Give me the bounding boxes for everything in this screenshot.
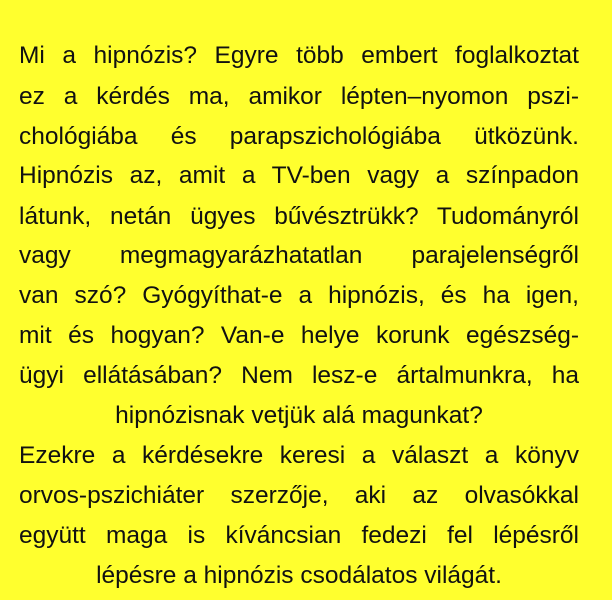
text-line-7: van szó? Gyógyíthat-e a hipnózis, és ha igen,: [19, 282, 579, 309]
text-line-6: vagy megmagyarázhatatlan parajelenségről: [19, 242, 579, 269]
text-line-4: Hipnózis az, amit a TV-ben vagy a színpadon: [19, 162, 579, 189]
text-line-8: mit és hogyan? Van-e helye korunk egészség-: [19, 322, 579, 349]
text-line-12: orvos-pszichiáter szerzője, aki az olvasókkal: [19, 482, 579, 509]
text-line-2: ez a kérdés ma, amikor lépten–nyomon pszi-: [19, 83, 579, 110]
text-line-13: együtt maga is kíváncsian fedezi fel lépésről: [19, 522, 579, 549]
text-line-5: látunk, netán ügyes bűvésztrükk? Tudományról: [19, 203, 579, 230]
text-line-11: Ezekre a kérdésekre keresi a választ a könyv: [19, 442, 579, 469]
text-line-1: Mi a hipnózis? Egyre több embert foglalkoztat: [19, 42, 579, 69]
text-line-9: ügyi ellátásában? Nem lesz-e ártalmunkra, ha: [19, 362, 579, 389]
text-line-14: lépésre a hipnózis csodálatos világát.: [96, 562, 502, 589]
text-line-3: chológiába és parapszichológiába ütközünk.: [19, 123, 579, 150]
text-line-10: hipnózisnak vetjük alá magunkat?: [115, 402, 483, 429]
